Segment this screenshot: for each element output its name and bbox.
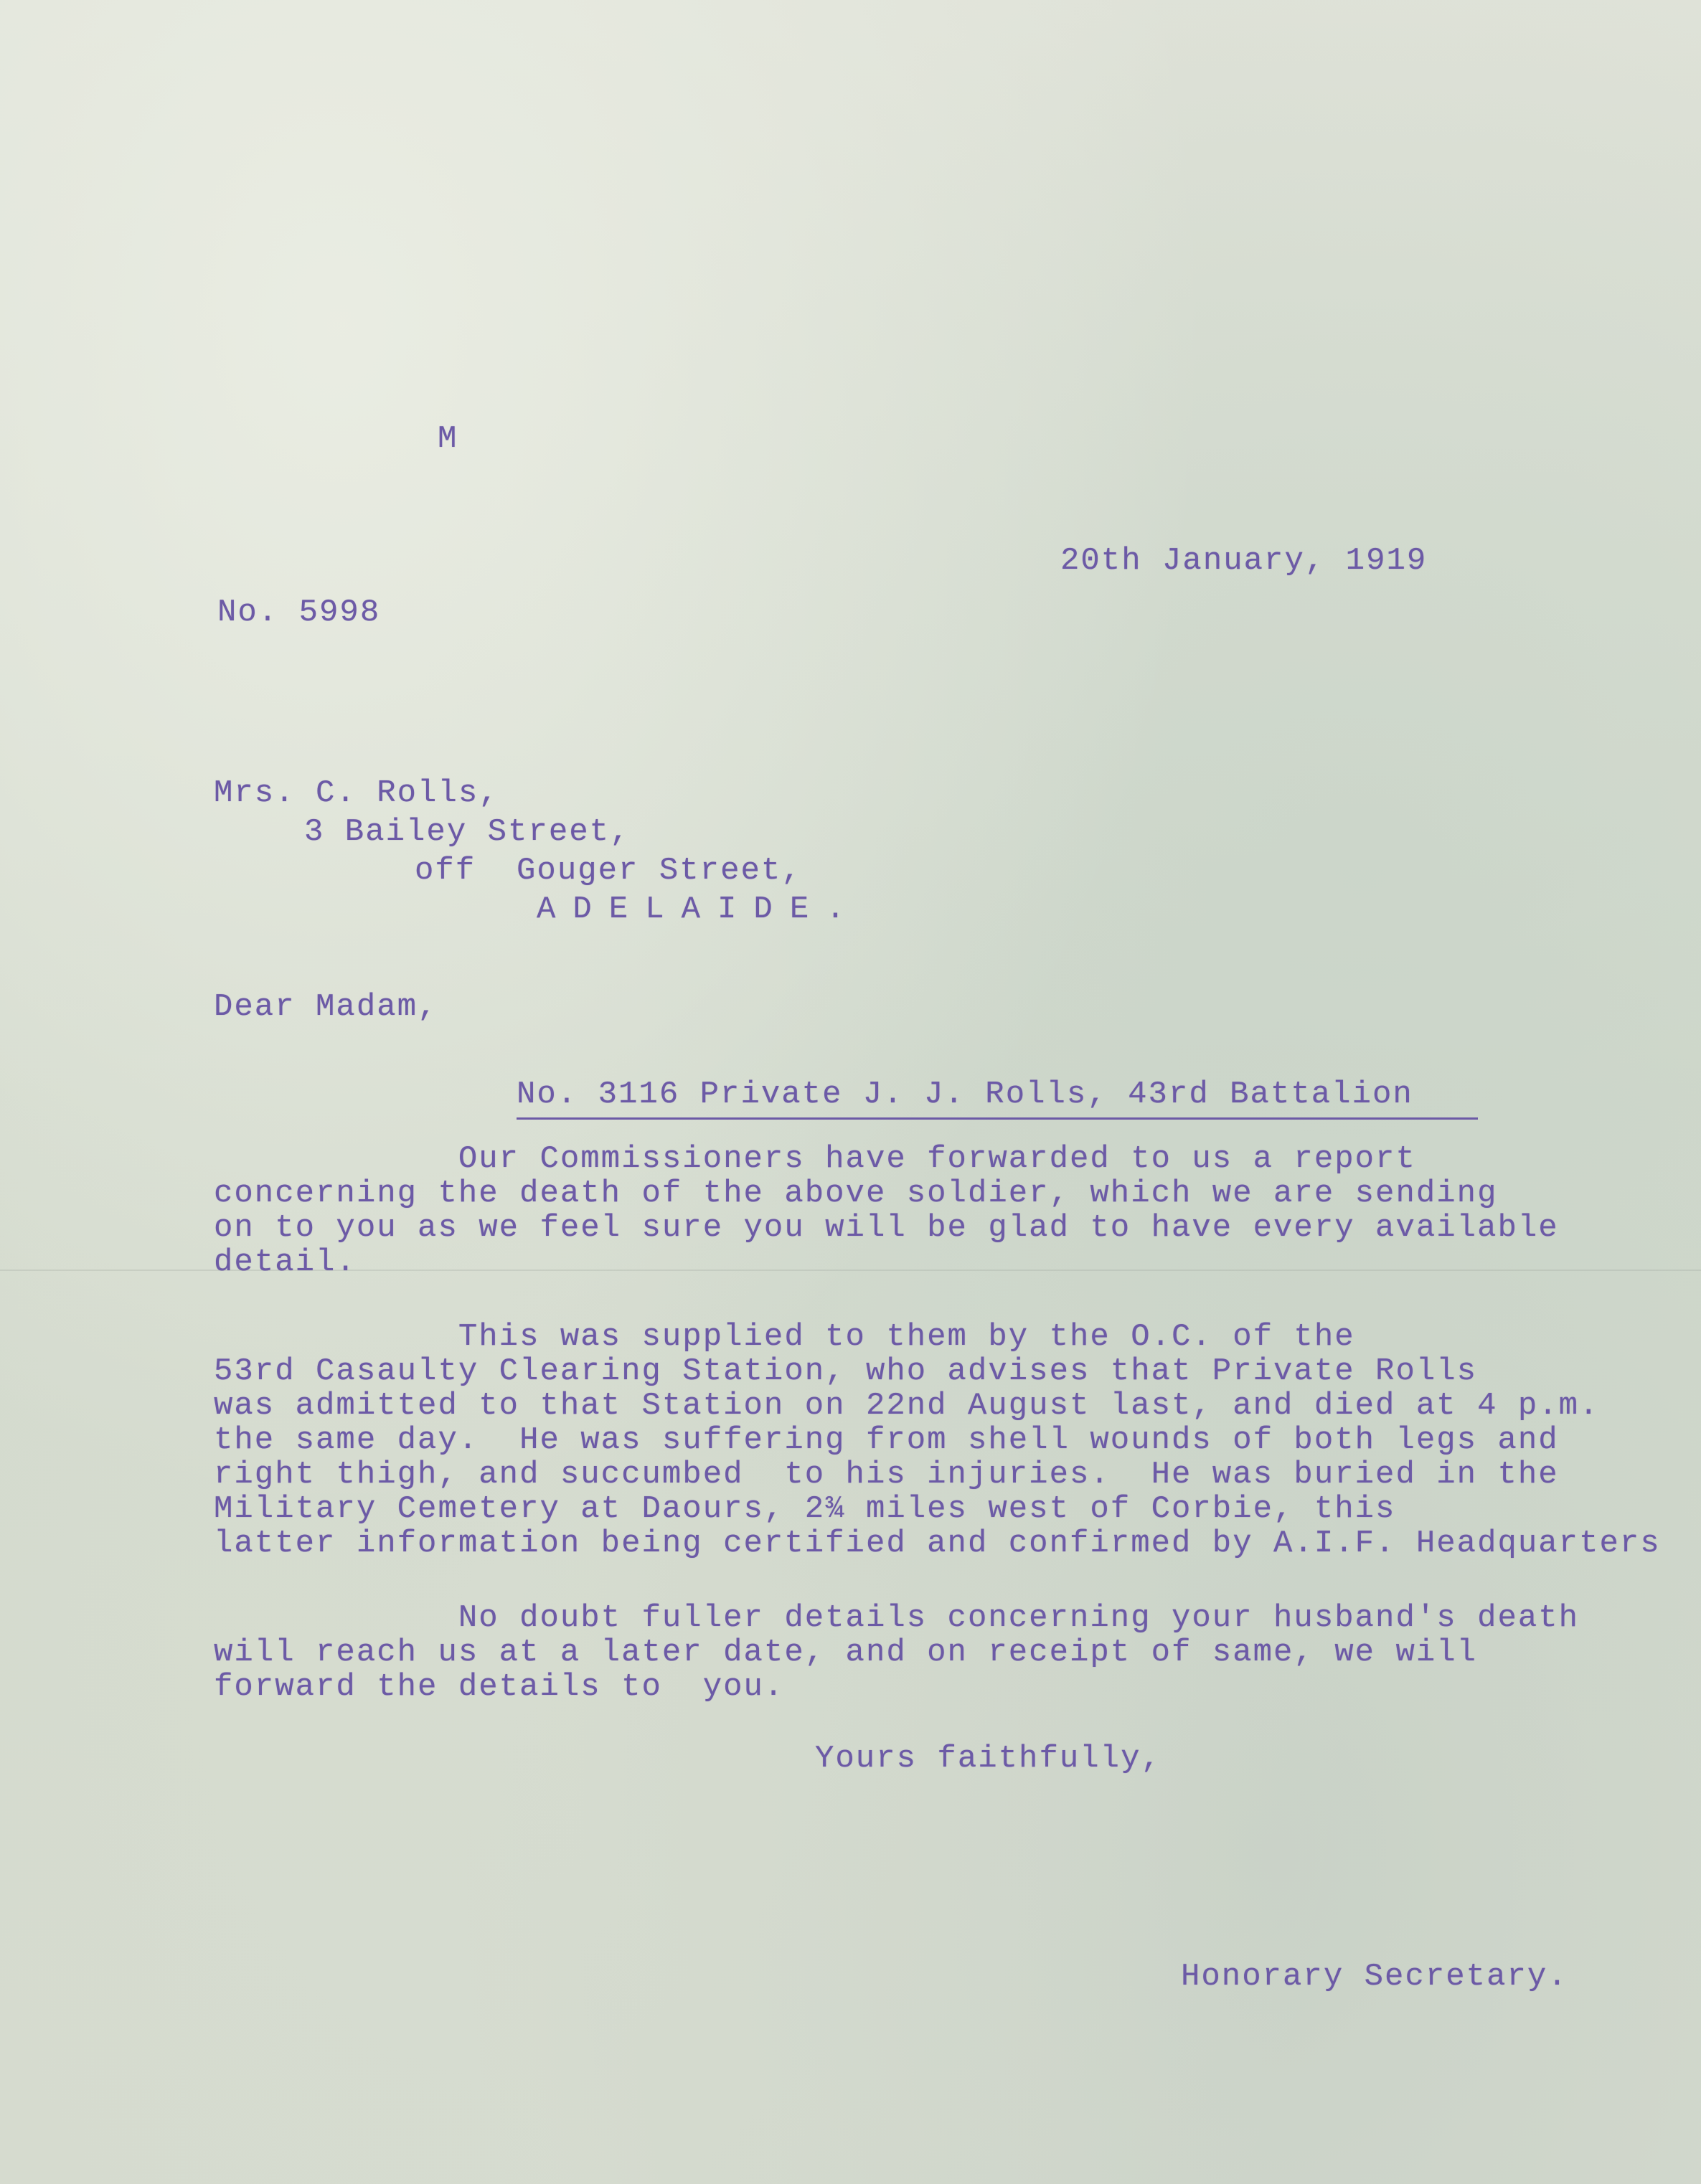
reference-number: No. 5998 [217,595,381,630]
salutation: Dear Madam, [214,989,438,1025]
subject-line: No. 3116 Private J. J. Rolls, 43rd Battalion [517,1077,1478,1120]
recipient-city: ADELAIDE. [537,892,862,927]
signatory-title: Honorary Secretary. [1181,1959,1568,1995]
body-paragraph-report: Our Commissioners have forwarded to us a report concerning the death of the above soldier, which we are sending on to you as we feel sure you will be glad to have every available detail. [214,1141,1559,1280]
body-paragraph-details: This was supplied to them by the O.C. of the 53rd Casaulty Clearing Station, who advises that Private Rolls was admitted to that Station on 22nd August last, and died at 4 p.m. the same day. He was suffering from shell wounds of both legs and right thigh, and succumbed to his injuries. He was buried in the Military Cemetery at Daours, 2¾ miles west of Corbie, this latter information being certified and confirmed by A.I.F. Headquarters [214,1319,1661,1561]
recipient-name: Mrs. C. Rolls, [214,775,499,811]
letter-date: 20th January, 1919 [1060,543,1428,579]
closing: Yours faithfully, [815,1741,1162,1777]
recipient-street: 3 Bailey Street, [304,814,631,850]
recipient-locality: off Gouger Street, [415,853,802,889]
body-paragraph-followup: No doubt fuller details concerning your husband's death will reach us at a later date, and on receipt of same, we will forward the details to you. [214,1600,1580,1705]
typist-initial: M [438,421,458,457]
